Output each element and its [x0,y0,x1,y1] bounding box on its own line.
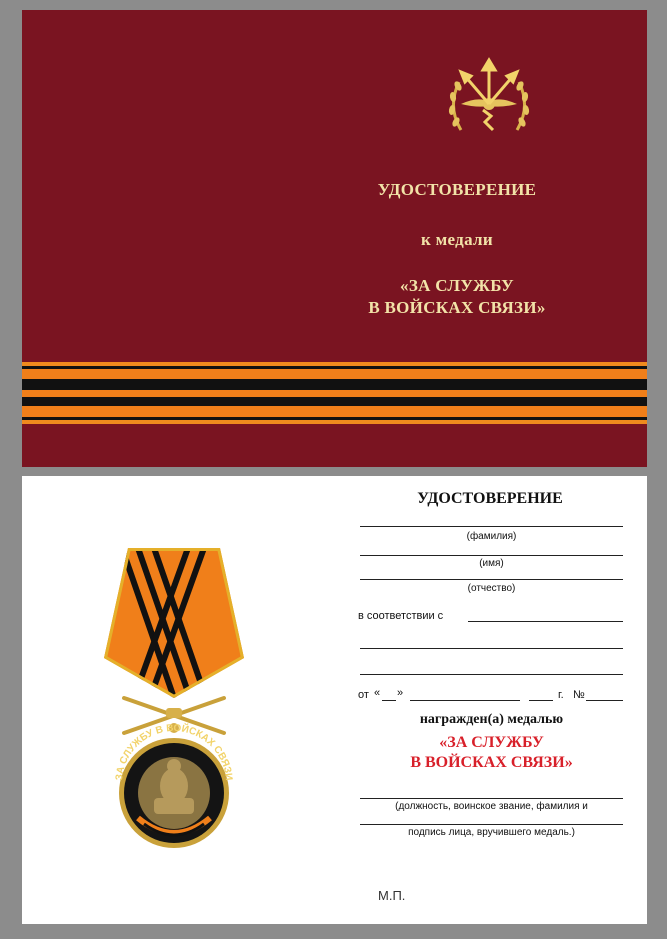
signal-troops-emblem-icon [439,52,539,152]
blank-line-2[interactable] [360,674,623,675]
from-label: от [358,689,369,701]
patronymic-line[interactable] [360,579,623,580]
st-george-ribbon-stripes [22,362,647,424]
medal-title [360,733,623,773]
number-label: № [573,689,585,701]
surname-label: (фамилия) [466,531,517,542]
signature-line-2[interactable] [360,824,623,825]
name-label: (имя) [479,558,504,569]
cover-title: УДОСТОВЕРЕНИЕ [377,180,537,199]
day-line[interactable] [382,700,396,701]
number-line[interactable] [586,700,623,701]
awarded-text: награжден(а) медалью [419,712,564,727]
signature-line-1[interactable] [360,798,623,799]
name-line[interactable] [360,555,623,556]
inner-title: УДОСТОВЕРЕНИЕ [417,490,563,507]
month-line[interactable] [410,700,520,701]
certificate-inner [22,476,647,924]
according-to-line[interactable] [468,621,623,622]
cover-subtitle: к медали [421,230,493,249]
medal-icon [94,548,254,848]
blank-line-1[interactable] [360,648,623,649]
patronymic-label: (отчество) [467,583,516,594]
quote-open: « [374,687,381,699]
medal-title-line2: В ВОЙСКАХ СВЯЗИ» [410,754,573,771]
year-label: г. [558,689,564,701]
cover-medal-line1: «ЗА СЛУЖБУ [400,276,514,295]
cover-medal-line2: В ВОЙСКАХ СВЯЗИ» [368,298,546,317]
medal-inscription: ЗА СЛУЖБУ В ВОЙСКАХ СВЯЗИ [113,722,235,782]
year-line[interactable] [529,700,553,701]
medal-title-line1: «ЗА СЛУЖБУ [439,734,544,751]
certificate-cover [22,10,647,467]
surname-line[interactable] [360,526,623,527]
signature-label-1: (должность, воинское звание, фамилия и [395,801,588,812]
quote-close: » [397,687,404,699]
according-to-label: в соответствии с [358,610,444,622]
signature-label-2: подпись лица, вручившего медаль.) [408,827,575,838]
stamp-place: М.П. [378,888,406,903]
